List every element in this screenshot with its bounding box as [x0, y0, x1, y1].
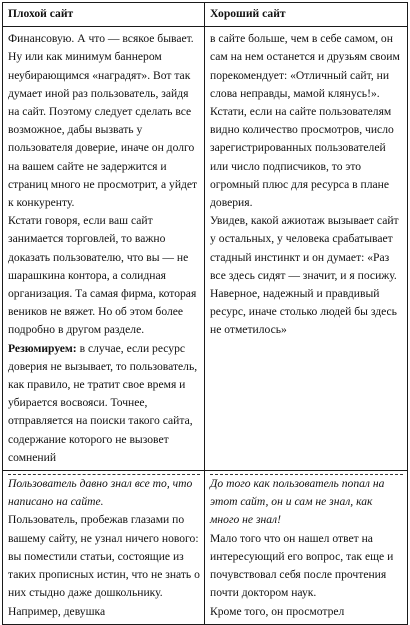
italic-heading: Пользователь давно знал все то, что написано на сайте. — [8, 474, 200, 511]
table-cell-bad-trust — [3, 27, 205, 471]
table-cell-bad-knowledge — [3, 471, 205, 625]
paragraph: Кстати говоря, если ваш сайт занимается торговлей, то важно доказать пользователю, что вы — не шарашкина контора, а солидная организация. Та самая фирма, которая веников не вяжет. Но об этом более подробно в другом разделе. — [8, 214, 197, 337]
paragraph: Пользователь, пробежав глазами по вашему сайту, не узнал ничего нового: вы поместили статьи, состоящие из таких прописных истин, что не знать о них стыдно даже дошкольнику. Например, девушка — [8, 513, 200, 618]
table-header-row — [3, 3, 408, 27]
paragraph: в сайте больше, чем в себе самом, он сам на нем останется и друзьям своим порекомендует: «Отличный сайт, ни слова неправды, мамой клянусь!». — [210, 32, 400, 100]
comparison-table — [2, 2, 408, 625]
header-good-site: Хороший сайт — [205, 3, 408, 27]
italic-heading: До того как пользователь попал на этот сайт, он и сам не знал, как много не знал! — [210, 474, 403, 530]
paragraph: Кроме того, он просмотрел — [210, 604, 345, 618]
paragraph: Финансовую. А что — всякое бывает. Ну или как минимум баннером неубирающимся «наградят». Вот так думает иной раз пользователь, зайдя на сайт. Поэтому следует сделать все возможное, дабы вызвать у пользователя доверие, иначе он долго на вашем сайте не задержится и страниц много не просмотрит, а уйдет к конкуренту. — [8, 32, 198, 210]
summary-label: Резюмируем: — [8, 341, 77, 355]
summary-paragraph — [8, 340, 200, 467]
paragraph: Увидев, какой ажиотаж вызывает сайт у остальных, у человека срабатывает стадный инстинкт и он думает: «Раз все здесь сидят — значит, и я посижу. Наверное, надежный и правдивый ресурс, иначе столько людей бы здесь не отметилось» — [210, 214, 399, 337]
paragraph: Кстати, если на сайте пользователям видно количество просмотров, число зарегистрированных пользователей или число подписчиков, то это огромный плюс для ресурса в плане доверия. — [210, 105, 394, 210]
table-cell-good-trust — [205, 27, 408, 471]
table-row — [3, 27, 408, 471]
header-bad-site: Плохой сайт — [3, 3, 205, 27]
summary-text: в случае, если ресурс доверия не вызывает, то пользователь, как правило, не тратит свое время и убирается восвояси. Точнее, отправляется на поиски такого сайта, содержание которого не вызовет сомнений — [8, 341, 198, 464]
table-cell-good-knowledge — [205, 471, 408, 625]
paragraph: Мало того что он нашел ответ на интересующий его вопрос, так еще и почувствовал себя после прочтения почти доктором наук. — [210, 531, 394, 600]
table-row — [3, 471, 408, 625]
